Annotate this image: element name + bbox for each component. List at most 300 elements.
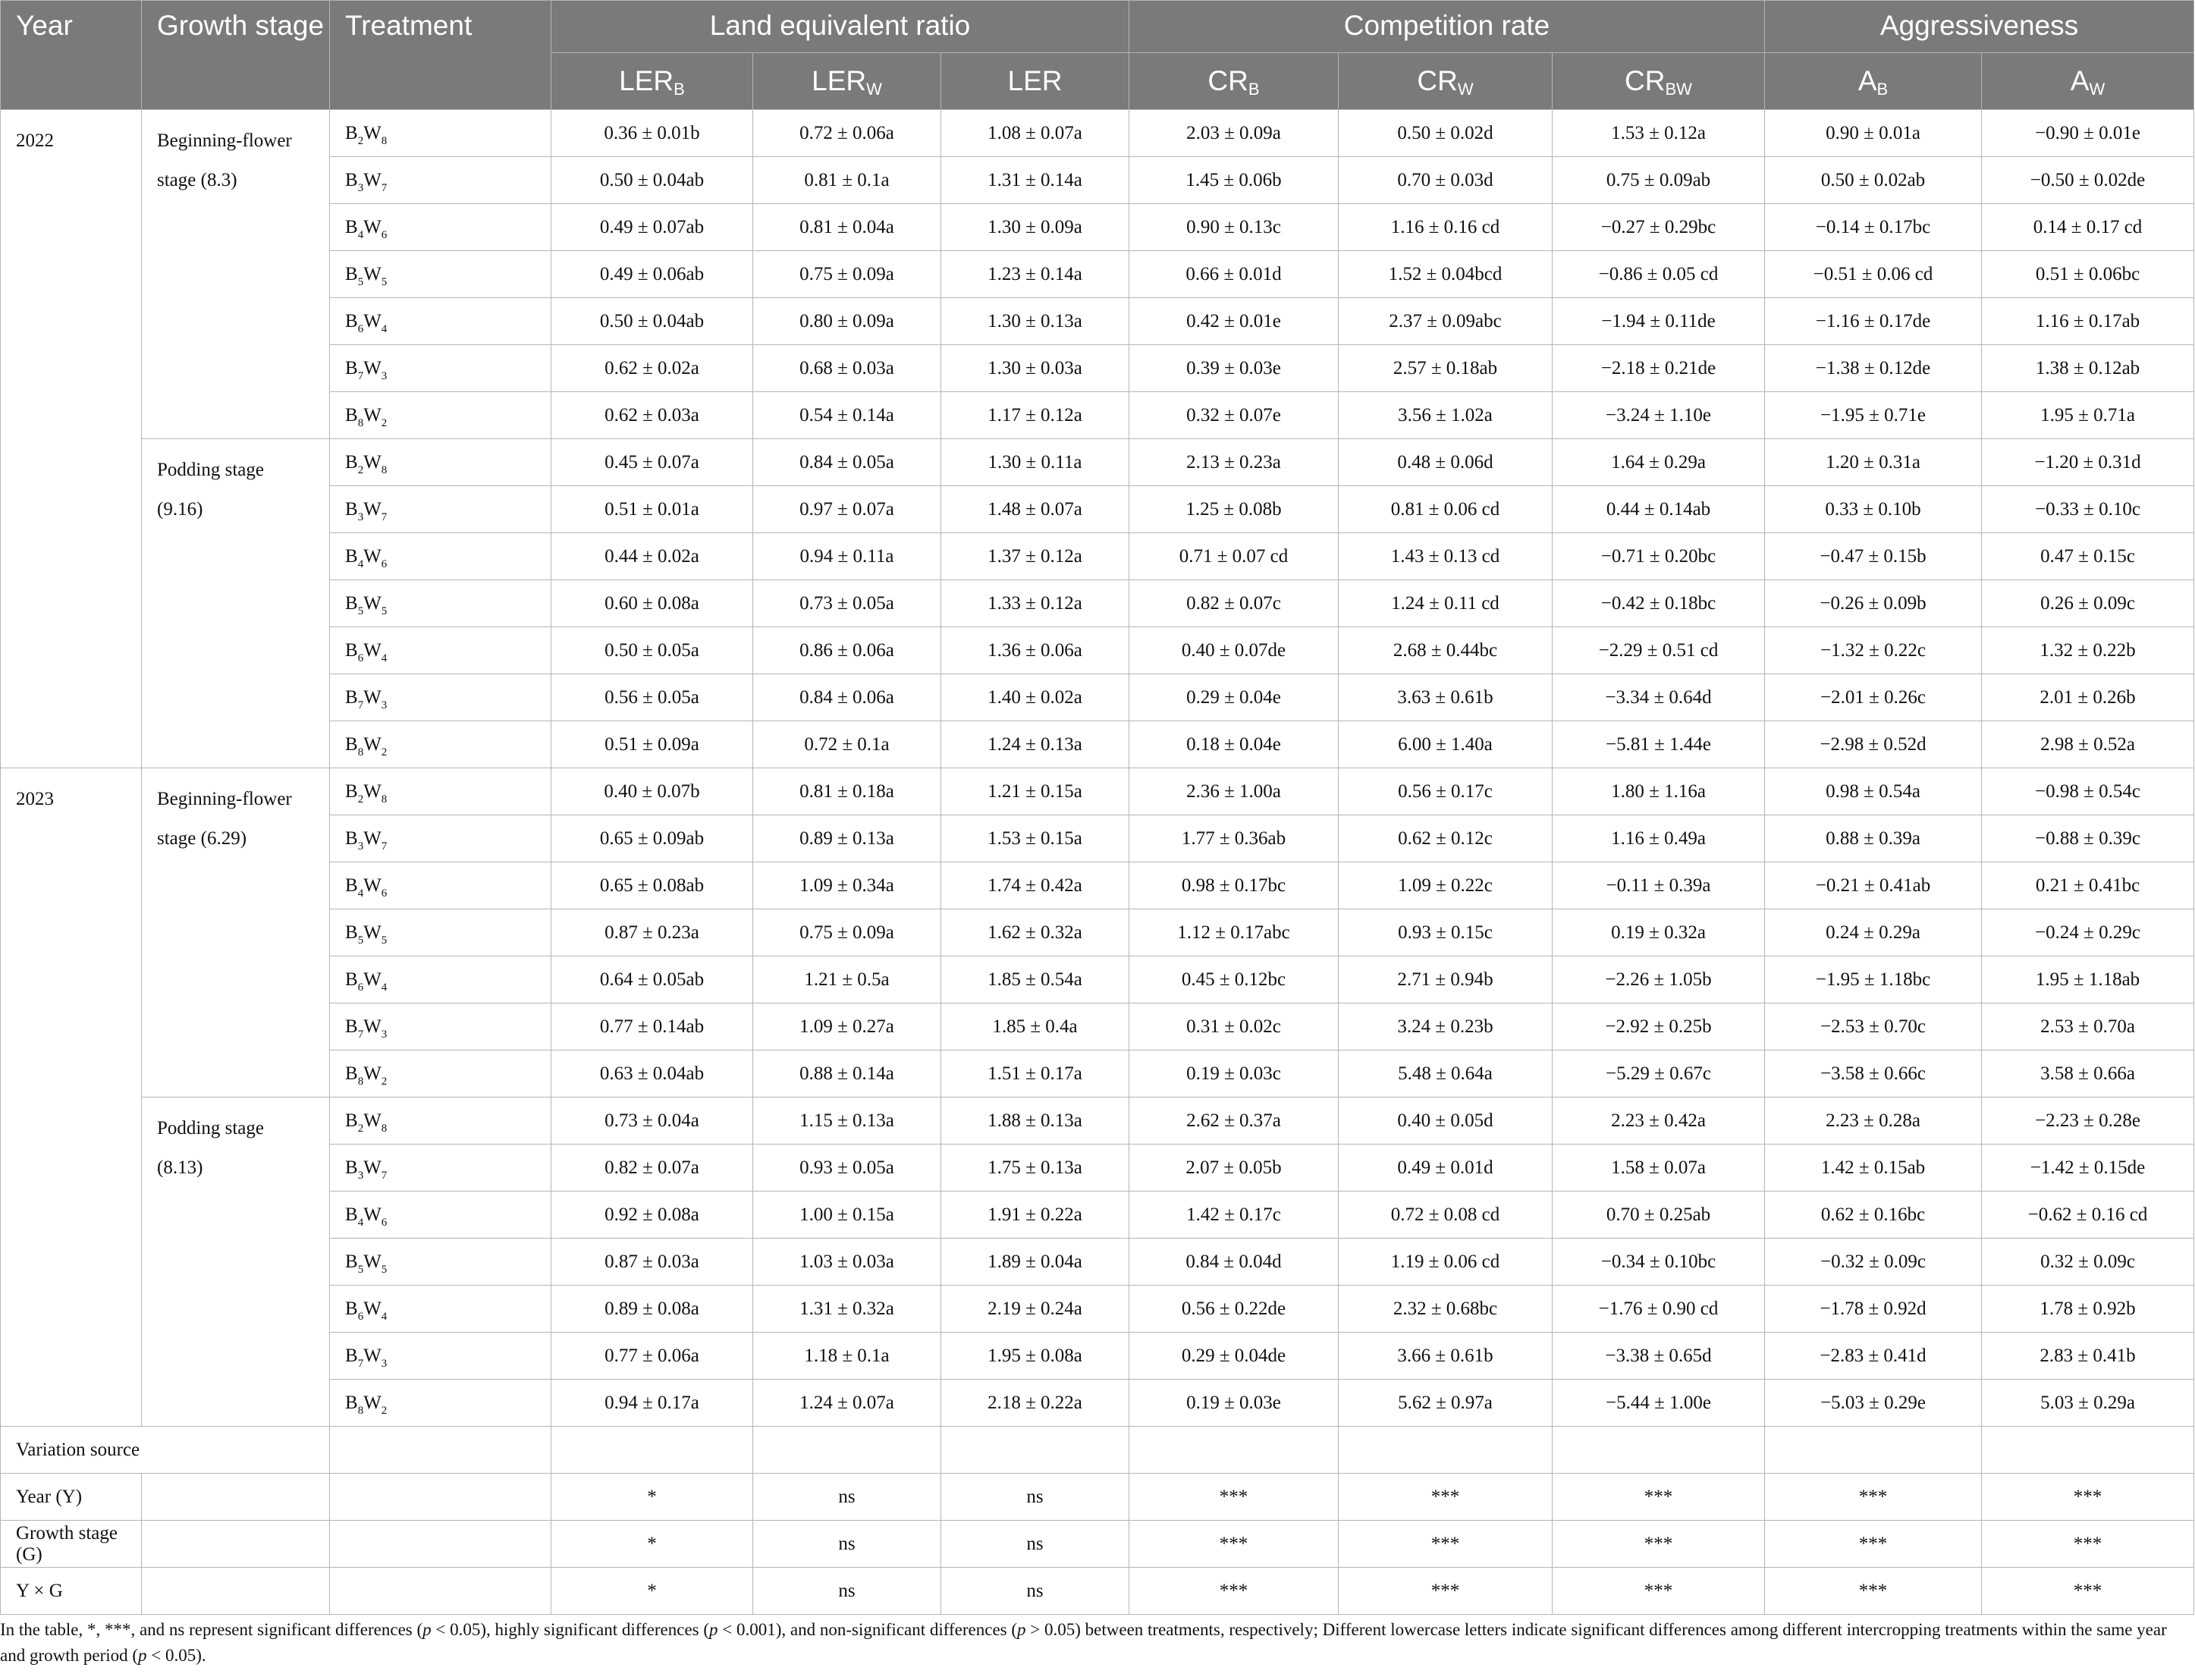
value-cell: 1.24 ± 0.13a xyxy=(941,721,1129,768)
value-cell: 0.65 ± 0.09ab xyxy=(551,815,753,862)
value-cell: 0.98 ± 0.54a xyxy=(1765,768,1982,815)
value-cell: −2.18 ± 0.21de xyxy=(1553,345,1765,392)
treatment-cell: $B_8W_2$ xyxy=(330,1380,551,1427)
empty-cell xyxy=(330,1568,551,1615)
table-footnote: In the table, *, ***, and ns represent significant differences (p < 0.05), highly significant differences (p < 0.001), and non-significant differences (p > 0.05) between treatments, respectively; Different lowercase letters indicate significant differences among different intercropping treatments within the same year and growth period (p < 0.05). xyxy=(0,1620,2167,1665)
value-cell: −0.90 ± 0.01e xyxy=(1982,110,2194,157)
significance-cell: *** xyxy=(1553,1568,1765,1615)
table-body xyxy=(1,110,2194,1615)
treatment-cell: $B_5W_5$ xyxy=(330,1239,551,1286)
table-row xyxy=(1,1239,2194,1286)
value-cell: 0.50 ± 0.02d xyxy=(1339,110,1553,157)
value-cell: −2.98 ± 0.52d xyxy=(1765,721,1982,768)
value-cell: 0.73 ± 0.04a xyxy=(551,1097,753,1145)
value-cell: 1.18 ± 0.1a xyxy=(753,1333,941,1380)
empty-cell xyxy=(1129,1427,1339,1474)
year-cell: 2023 xyxy=(1,768,142,1427)
significance-cell: *** xyxy=(1129,1521,1339,1568)
value-cell: −3.24 ± 1.10e xyxy=(1553,392,1765,439)
value-cell: 0.71 ± 0.07 cd xyxy=(1129,533,1339,580)
value-cell: 2.68 ± 0.44bc xyxy=(1339,627,1553,674)
value-cell: −0.26 ± 0.09b xyxy=(1765,580,1982,627)
value-cell: −1.20 ± 0.31d xyxy=(1982,439,2194,486)
value-cell: −2.26 ± 1.05b xyxy=(1553,956,1765,1003)
value-cell: 1.03 ± 0.03a xyxy=(753,1239,941,1286)
table-row xyxy=(1,1333,2194,1380)
value-cell: 0.50 ± 0.04ab xyxy=(551,298,753,345)
value-cell: 0.36 ± 0.01b xyxy=(551,110,753,157)
value-cell: 0.42 ± 0.01e xyxy=(1129,298,1339,345)
value-cell: 1.77 ± 0.36ab xyxy=(1129,815,1339,862)
table-row xyxy=(1,956,2194,1003)
table-row xyxy=(1,486,2194,533)
variation-label: Growth stage (G) xyxy=(1,1521,142,1568)
value-cell: 1.25 ± 0.08b xyxy=(1129,486,1339,533)
value-cell: 2.23 ± 0.42a xyxy=(1553,1097,1765,1145)
value-cell: 0.32 ± 0.07e xyxy=(1129,392,1339,439)
empty-cell xyxy=(1553,1427,1765,1474)
empty-cell xyxy=(551,1427,753,1474)
value-cell: −1.42 ± 0.15de xyxy=(1982,1145,2194,1192)
value-cell: 0.47 ± 0.15c xyxy=(1982,533,2194,580)
value-cell: −0.21 ± 0.41ab xyxy=(1765,862,1982,909)
value-cell: −0.42 ± 0.18bc xyxy=(1553,580,1765,627)
value-cell: 0.51 ± 0.06bc xyxy=(1982,251,2194,298)
value-cell: 0.45 ± 0.07a xyxy=(551,439,753,486)
treatment-cell: $B_3W_7$ xyxy=(330,815,551,862)
value-cell: 0.21 ± 0.41bc xyxy=(1982,862,2194,909)
significance-cell: ns xyxy=(941,1474,1129,1521)
value-cell: 0.49 ± 0.07ab xyxy=(551,204,753,251)
value-cell: 0.51 ± 0.09a xyxy=(551,721,753,768)
value-cell: 0.92 ± 0.08a xyxy=(551,1192,753,1239)
value-cell: 3.58 ± 0.66a xyxy=(1982,1050,2194,1097)
value-cell: 0.88 ± 0.39a xyxy=(1765,815,1982,862)
value-cell: 0.50 ± 0.02ab xyxy=(1765,157,1982,204)
value-cell: 1.95 ± 1.18ab xyxy=(1982,956,2194,1003)
value-cell: 0.89 ± 0.13a xyxy=(753,815,941,862)
value-cell: 1.09 ± 0.22c xyxy=(1339,862,1553,909)
col-header-cr-w: $CR_W$ xyxy=(1339,53,1553,110)
value-cell: 0.56 ± 0.17c xyxy=(1339,768,1553,815)
empty-cell xyxy=(1765,1427,1982,1474)
value-cell: 1.95 ± 0.71a xyxy=(1982,392,2194,439)
value-cell: 0.18 ± 0.04e xyxy=(1129,721,1339,768)
value-cell: 1.42 ± 0.17c xyxy=(1129,1192,1339,1239)
table-row xyxy=(1,1003,2194,1050)
value-cell: 0.77 ± 0.14ab xyxy=(551,1003,753,1050)
variation-row xyxy=(1,1474,2194,1521)
value-cell: 0.82 ± 0.07a xyxy=(551,1145,753,1192)
treatment-cell: $B_7W_3$ xyxy=(330,1003,551,1050)
value-cell: −0.14 ± 0.17bc xyxy=(1765,204,1982,251)
value-cell: 0.51 ± 0.01a xyxy=(551,486,753,533)
value-cell: 1.53 ± 0.12a xyxy=(1553,110,1765,157)
value-cell: 2.62 ± 0.37a xyxy=(1129,1097,1339,1145)
value-cell: −0.24 ± 0.29c xyxy=(1982,909,2194,956)
value-cell: 0.73 ± 0.05a xyxy=(753,580,941,627)
value-cell: −1.76 ± 0.90 cd xyxy=(1553,1286,1765,1333)
value-cell: −0.88 ± 0.39c xyxy=(1982,815,2194,862)
value-cell: 1.32 ± 0.22b xyxy=(1982,627,2194,674)
value-cell: −1.95 ± 0.71e xyxy=(1765,392,1982,439)
value-cell: −0.50 ± 0.02de xyxy=(1982,157,2194,204)
value-cell: −0.71 ± 0.20bc xyxy=(1553,533,1765,580)
treatment-cell: $B_3W_7$ xyxy=(330,157,551,204)
value-cell: 0.89 ± 0.08a xyxy=(551,1286,753,1333)
significance-cell: *** xyxy=(1765,1521,1982,1568)
value-cell: 1.85 ± 0.4a xyxy=(941,1003,1129,1050)
significance-cell: ns xyxy=(753,1568,941,1615)
value-cell: 1.24 ± 0.07a xyxy=(753,1380,941,1427)
value-cell: 2.18 ± 0.22a xyxy=(941,1380,1129,1427)
value-cell: 1.31 ± 0.14a xyxy=(941,157,1129,204)
value-cell: 1.09 ± 0.34a xyxy=(753,862,941,909)
value-cell: −1.95 ± 1.18bc xyxy=(1765,956,1982,1003)
table-row xyxy=(1,345,2194,392)
value-cell: 5.48 ± 0.64a xyxy=(1339,1050,1553,1097)
value-cell: 0.48 ± 0.06d xyxy=(1339,439,1553,486)
treatment-cell: $B_5W_5$ xyxy=(330,909,551,956)
value-cell: 0.94 ± 0.11a xyxy=(753,533,941,580)
value-cell: 0.86 ± 0.06a xyxy=(753,627,941,674)
value-cell: 0.72 ± 0.08 cd xyxy=(1339,1192,1553,1239)
value-cell: 1.12 ± 0.17abc xyxy=(1129,909,1339,956)
significance-cell: *** xyxy=(1765,1474,1982,1521)
empty-cell xyxy=(330,1521,551,1568)
value-cell: 1.30 ± 0.03a xyxy=(941,345,1129,392)
value-cell: 0.45 ± 0.12bc xyxy=(1129,956,1339,1003)
value-cell: 1.00 ± 0.15a xyxy=(753,1192,941,1239)
value-cell: 0.40 ± 0.05d xyxy=(1339,1097,1553,1145)
value-cell: 1.91 ± 0.22a xyxy=(941,1192,1129,1239)
treatment-cell: $B_7W_3$ xyxy=(330,1333,551,1380)
value-cell: 5.62 ± 0.97a xyxy=(1339,1380,1553,1427)
treatment-cell: $B_8W_2$ xyxy=(330,721,551,768)
value-cell: −1.16 ± 0.17de xyxy=(1765,298,1982,345)
value-cell: 1.48 ± 0.07a xyxy=(941,486,1129,533)
value-cell: 0.87 ± 0.03a xyxy=(551,1239,753,1286)
value-cell: −5.29 ± 0.67c xyxy=(1553,1050,1765,1097)
growth-stage-cell: Podding stage (9.16) xyxy=(142,439,330,768)
value-cell: 0.66 ± 0.01d xyxy=(1129,251,1339,298)
value-cell: 3.24 ± 0.23b xyxy=(1339,1003,1553,1050)
value-cell: −5.03 ± 0.29e xyxy=(1765,1380,1982,1427)
col-header-ler: LER xyxy=(941,53,1129,110)
value-cell: 1.42 ± 0.15ab xyxy=(1765,1145,1982,1192)
value-cell: −2.01 ± 0.26c xyxy=(1765,674,1982,721)
significance-cell: *** xyxy=(1982,1521,2194,1568)
value-cell: 0.62 ± 0.02a xyxy=(551,345,753,392)
value-cell: 0.81 ± 0.1a xyxy=(753,157,941,204)
value-cell: 5.03 ± 0.29a xyxy=(1982,1380,2194,1427)
table-row xyxy=(1,533,2194,580)
growth-stage-cell: Beginning-flower stage (8.3) xyxy=(142,110,330,439)
empty-cell xyxy=(142,1521,330,1568)
variation-label: Y × G xyxy=(1,1568,142,1615)
value-cell: 0.68 ± 0.03a xyxy=(753,345,941,392)
value-cell: 1.80 ± 1.16a xyxy=(1553,768,1765,815)
value-cell: 1.53 ± 0.15a xyxy=(941,815,1129,862)
value-cell: −2.29 ± 0.51 cd xyxy=(1553,627,1765,674)
value-cell: 1.23 ± 0.14a xyxy=(941,251,1129,298)
value-cell: 0.93 ± 0.05a xyxy=(753,1145,941,1192)
growth-stage-cell: Beginning-flower stage (6.29) xyxy=(142,768,330,1097)
value-cell: 3.66 ± 0.61b xyxy=(1339,1333,1553,1380)
table-row xyxy=(1,157,2194,204)
value-cell: −0.33 ± 0.10c xyxy=(1982,486,2194,533)
empty-cell xyxy=(330,1427,551,1474)
value-cell: −1.94 ± 0.11de xyxy=(1553,298,1765,345)
value-cell: −5.44 ± 1.00e xyxy=(1553,1380,1765,1427)
treatment-cell: $B_5W_5$ xyxy=(330,580,551,627)
value-cell: 1.24 ± 0.11 cd xyxy=(1339,580,1553,627)
value-cell: 2.57 ± 0.18ab xyxy=(1339,345,1553,392)
treatment-cell: $B_2W_8$ xyxy=(330,1097,551,1145)
value-cell: 1.33 ± 0.12a xyxy=(941,580,1129,627)
value-cell: 1.30 ± 0.11a xyxy=(941,439,1129,486)
value-cell: −5.81 ± 1.44e xyxy=(1553,721,1765,768)
value-cell: 0.49 ± 0.06ab xyxy=(551,251,753,298)
value-cell: 0.94 ± 0.17a xyxy=(551,1380,753,1427)
value-cell: 2.37 ± 0.09abc xyxy=(1339,298,1553,345)
value-cell: 1.15 ± 0.13a xyxy=(753,1097,941,1145)
significance-cell: *** xyxy=(1982,1474,2194,1521)
treatment-cell: $B_6W_4$ xyxy=(330,1286,551,1333)
treatment-cell: $B_4W_6$ xyxy=(330,1192,551,1239)
value-cell: 0.14 ± 0.17 cd xyxy=(1982,204,2194,251)
value-cell: 0.90 ± 0.01a xyxy=(1765,110,1982,157)
significance-cell: *** xyxy=(1129,1568,1339,1615)
value-cell: 0.75 ± 0.09a xyxy=(753,251,941,298)
value-cell: 0.70 ± 0.03d xyxy=(1339,157,1553,204)
value-cell: 0.39 ± 0.03e xyxy=(1129,345,1339,392)
value-cell: 0.81 ± 0.04a xyxy=(753,204,941,251)
value-cell: −0.34 ± 0.10bc xyxy=(1553,1239,1765,1286)
value-cell: 1.16 ± 0.49a xyxy=(1553,815,1765,862)
col-header-ler-w: $LER_W$ xyxy=(753,53,941,110)
treatment-cell: $B_6W_4$ xyxy=(330,956,551,1003)
empty-cell xyxy=(753,1427,941,1474)
table-row xyxy=(1,815,2194,862)
value-cell: −2.23 ± 0.28e xyxy=(1982,1097,2194,1145)
value-cell: 0.62 ± 0.03a xyxy=(551,392,753,439)
value-cell: 0.62 ± 0.12c xyxy=(1339,815,1553,862)
value-cell: 0.72 ± 0.06a xyxy=(753,110,941,157)
value-cell: 0.56 ± 0.05a xyxy=(551,674,753,721)
value-cell: 2.23 ± 0.28a xyxy=(1765,1097,1982,1145)
value-cell: −0.98 ± 0.54c xyxy=(1982,768,2194,815)
treatment-cell: $B_3W_7$ xyxy=(330,1145,551,1192)
significance-cell: *** xyxy=(1765,1568,1982,1615)
value-cell: −0.51 ± 0.06 cd xyxy=(1765,251,1982,298)
significance-cell: *** xyxy=(1129,1474,1339,1521)
empty-cell xyxy=(1982,1427,2194,1474)
value-cell: −0.32 ± 0.09c xyxy=(1765,1239,1982,1286)
value-cell: 2.32 ± 0.68bc xyxy=(1339,1286,1553,1333)
value-cell: 0.26 ± 0.09c xyxy=(1982,580,2194,627)
value-cell: 0.62 ± 0.16bc xyxy=(1765,1192,1982,1239)
value-cell: 0.75 ± 0.09a xyxy=(753,909,941,956)
value-cell: 0.81 ± 0.18a xyxy=(753,768,941,815)
header-group-land-equivalent-ratio: Land equivalent ratio xyxy=(551,1,1129,53)
value-cell: 1.30 ± 0.09a xyxy=(941,204,1129,251)
col-header-cr-b: $CR_B$ xyxy=(1129,53,1339,110)
table-row xyxy=(1,580,2194,627)
value-cell: 2.53 ± 0.70a xyxy=(1982,1003,2194,1050)
value-cell: 3.63 ± 0.61b xyxy=(1339,674,1553,721)
value-cell: 1.19 ± 0.06 cd xyxy=(1339,1239,1553,1286)
col-header-a-b: $A_B$ xyxy=(1765,53,1982,110)
treatment-cell: $B_2W_8$ xyxy=(330,110,551,157)
table-row xyxy=(1,298,2194,345)
header-year: Year xyxy=(1,1,142,110)
value-cell: 0.24 ± 0.29a xyxy=(1765,909,1982,956)
value-cell: 1.31 ± 0.32a xyxy=(753,1286,941,1333)
value-cell: 1.78 ± 0.92b xyxy=(1982,1286,2194,1333)
value-cell: 1.17 ± 0.12a xyxy=(941,392,1129,439)
value-cell: 1.58 ± 0.07a xyxy=(1553,1145,1765,1192)
table-row xyxy=(1,1145,2194,1192)
value-cell: 0.50 ± 0.04ab xyxy=(551,157,753,204)
value-cell: 0.56 ± 0.22de xyxy=(1129,1286,1339,1333)
value-cell: 1.52 ± 0.04bcd xyxy=(1339,251,1553,298)
value-cell: −3.34 ± 0.64d xyxy=(1553,674,1765,721)
value-cell: 1.40 ± 0.02a xyxy=(941,674,1129,721)
table-row xyxy=(1,251,2194,298)
value-cell: 0.88 ± 0.14a xyxy=(753,1050,941,1097)
value-cell: 1.37 ± 0.12a xyxy=(941,533,1129,580)
table-row xyxy=(1,1286,2194,1333)
significance-cell: * xyxy=(551,1521,753,1568)
variation-source-row xyxy=(1,1427,2194,1474)
treatment-cell: $B_2W_8$ xyxy=(330,439,551,486)
value-cell: 1.38 ± 0.12ab xyxy=(1982,345,2194,392)
table-row xyxy=(1,862,2194,909)
value-cell: 2.07 ± 0.05b xyxy=(1129,1145,1339,1192)
col-header-cr-bw: $CR_{BW}$ xyxy=(1553,53,1765,110)
value-cell: 2.98 ± 0.52a xyxy=(1982,721,2194,768)
value-cell: −0.47 ± 0.15b xyxy=(1765,533,1982,580)
value-cell: 1.64 ± 0.29a xyxy=(1553,439,1765,486)
value-cell: 0.33 ± 0.10b xyxy=(1765,486,1982,533)
empty-cell xyxy=(330,1474,551,1521)
value-cell: −2.83 ± 0.41d xyxy=(1765,1333,1982,1380)
treatment-cell: $B_2W_8$ xyxy=(330,768,551,815)
value-cell: 1.89 ± 0.04a xyxy=(941,1239,1129,1286)
treatment-cell: $B_3W_7$ xyxy=(330,486,551,533)
table-row xyxy=(1,204,2194,251)
value-cell: 0.87 ± 0.23a xyxy=(551,909,753,956)
value-cell: 3.56 ± 1.02a xyxy=(1339,392,1553,439)
value-cell: −3.58 ± 0.66c xyxy=(1765,1050,1982,1097)
variation-row xyxy=(1,1568,2194,1615)
empty-cell xyxy=(941,1427,1129,1474)
significance-cell: *** xyxy=(1339,1568,1553,1615)
treatment-cell: $B_4W_6$ xyxy=(330,533,551,580)
value-cell: 0.54 ± 0.14a xyxy=(753,392,941,439)
value-cell: −0.11 ± 0.39a xyxy=(1553,862,1765,909)
header-group-competition-rate: Competition rate xyxy=(1129,1,1765,53)
value-cell: 0.31 ± 0.02c xyxy=(1129,1003,1339,1050)
treatment-cell: $B_7W_3$ xyxy=(330,674,551,721)
value-cell: 1.09 ± 0.27a xyxy=(753,1003,941,1050)
value-cell: 0.82 ± 0.07c xyxy=(1129,580,1339,627)
value-cell: 0.29 ± 0.04e xyxy=(1129,674,1339,721)
value-cell: 0.40 ± 0.07b xyxy=(551,768,753,815)
value-cell: 0.65 ± 0.08ab xyxy=(551,862,753,909)
treatment-cell: $B_6W_4$ xyxy=(330,298,551,345)
value-cell: −2.53 ± 0.70c xyxy=(1765,1003,1982,1050)
value-cell: 1.16 ± 0.16 cd xyxy=(1339,204,1553,251)
treatment-cell: $B_8W_2$ xyxy=(330,392,551,439)
value-cell: 0.19 ± 0.03c xyxy=(1129,1050,1339,1097)
significance-cell: ns xyxy=(753,1474,941,1521)
header-treatment: Treatment xyxy=(330,1,551,110)
col-header-a-w: $A_W$ xyxy=(1982,53,2194,110)
value-cell: 2.83 ± 0.41b xyxy=(1982,1333,2194,1380)
treatment-cell: $B_5W_5$ xyxy=(330,251,551,298)
value-cell: 0.90 ± 0.13c xyxy=(1129,204,1339,251)
value-cell: 1.16 ± 0.17ab xyxy=(1982,298,2194,345)
value-cell: 0.98 ± 0.17bc xyxy=(1129,862,1339,909)
table-row xyxy=(1,392,2194,439)
value-cell: 1.20 ± 0.31a xyxy=(1765,439,1982,486)
value-cell: 0.84 ± 0.05a xyxy=(753,439,941,486)
value-cell: 2.13 ± 0.23a xyxy=(1129,439,1339,486)
value-cell: 0.29 ± 0.04de xyxy=(1129,1333,1339,1380)
value-cell: 0.80 ± 0.09a xyxy=(753,298,941,345)
value-cell: 0.19 ± 0.03e xyxy=(1129,1380,1339,1427)
growth-stage-cell: Podding stage (8.13) xyxy=(142,1097,330,1427)
value-cell: 1.08 ± 0.07a xyxy=(941,110,1129,157)
value-cell: 0.93 ± 0.15c xyxy=(1339,909,1553,956)
table-row xyxy=(1,909,2194,956)
table-row xyxy=(1,768,2194,815)
value-cell: 0.44 ± 0.02a xyxy=(551,533,753,580)
value-cell: 2.71 ± 0.94b xyxy=(1339,956,1553,1003)
value-cell: 0.40 ± 0.07de xyxy=(1129,627,1339,674)
significance-cell: ns xyxy=(941,1568,1129,1615)
value-cell: 0.32 ± 0.09c xyxy=(1982,1239,2194,1286)
table-row xyxy=(1,110,2194,157)
header-growth-stage: Growth stage xyxy=(142,1,330,110)
value-cell: 0.64 ± 0.05ab xyxy=(551,956,753,1003)
empty-cell xyxy=(1339,1427,1553,1474)
significance-cell: ns xyxy=(941,1521,1129,1568)
header-group-aggressiveness: Aggressiveness xyxy=(1765,1,2194,53)
significance-cell: *** xyxy=(1553,1521,1765,1568)
value-cell: 0.77 ± 0.06a xyxy=(551,1333,753,1380)
value-cell: 1.51 ± 0.17a xyxy=(941,1050,1129,1097)
value-cell: 2.36 ± 1.00a xyxy=(1129,768,1339,815)
table-row xyxy=(1,627,2194,674)
significance-cell: *** xyxy=(1339,1521,1553,1568)
value-cell: 2.19 ± 0.24a xyxy=(941,1286,1129,1333)
significance-cell: *** xyxy=(1339,1474,1553,1521)
value-cell: −0.27 ± 0.29bc xyxy=(1553,204,1765,251)
table-row xyxy=(1,721,2194,768)
significance-cell: *** xyxy=(1982,1568,2194,1615)
table-row xyxy=(1,1380,2194,1427)
value-cell: 1.36 ± 0.06a xyxy=(941,627,1129,674)
value-cell: −0.86 ± 0.05 cd xyxy=(1553,251,1765,298)
treatment-cell: $B_6W_4$ xyxy=(330,627,551,674)
significance-cell: *** xyxy=(1553,1474,1765,1521)
value-cell: 1.74 ± 0.42a xyxy=(941,862,1129,909)
variation-source-label: Variation source xyxy=(1,1427,330,1474)
value-cell: 1.88 ± 0.13a xyxy=(941,1097,1129,1145)
